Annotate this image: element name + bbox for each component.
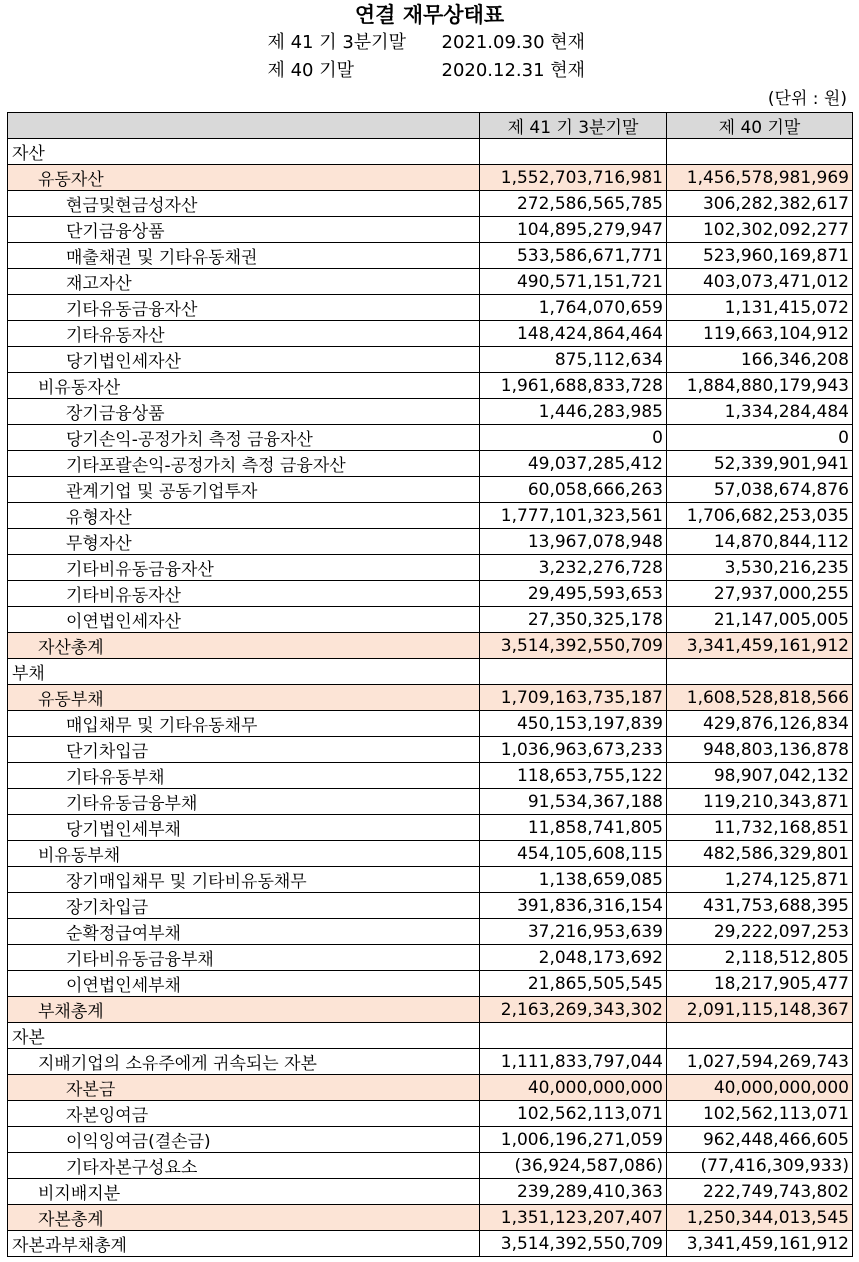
table-body [8,139,853,1257]
current-value: 1,777,101,323,561 [480,503,667,529]
current-value: 29,495,593,653 [480,581,667,607]
prior-value: 2,091,115,148,367 [667,997,853,1023]
table-row [8,191,853,217]
row-label: 부채총계 [8,997,480,1023]
table-row [8,503,853,529]
current-value: 13,967,078,948 [480,529,667,555]
current-value: 1,111,833,797,044 [480,1049,667,1075]
prior-value: 166,346,208 [667,347,853,373]
row-label: 기타유동금융자산 [8,295,480,321]
current-value: 118,653,755,122 [480,763,667,789]
table-row [8,919,853,945]
current-value: 40,000,000,000 [480,1075,667,1101]
row-label: 이연법인세부채 [8,971,480,997]
row-label: 기타유동금융부채 [8,789,480,815]
table-row [8,633,853,659]
current-value: 875,112,634 [480,347,667,373]
table-row [8,815,853,841]
prior-value: (77,416,309,933) [667,1153,853,1179]
current-value: 104,895,279,947 [480,217,667,243]
prior-value: 1,027,594,269,743 [667,1049,853,1075]
statement-title: 연결 재무상태표 [354,3,505,27]
prior-value: 222,749,743,802 [667,1179,853,1205]
current-value: 148,424,864,464 [480,321,667,347]
current-value [480,139,667,165]
current-value: 102,562,113,071 [480,1101,667,1127]
balance-sheet-table [7,112,853,1257]
table-row [8,269,853,295]
row-label: 장기차입금 [8,893,480,919]
period-label: 제 41 기 3분기말 [267,32,406,53]
table-row [8,685,853,711]
prior-value: 119,210,343,871 [667,789,853,815]
table-row [8,399,853,425]
current-value: 239,289,410,363 [480,1179,667,1205]
current-value: 1,138,659,085 [480,867,667,893]
row-label: 당기법인세부채 [8,815,480,841]
table-row [8,347,853,373]
prior-value: 1,131,415,072 [667,295,853,321]
table-row [8,295,853,321]
row-label: 자본잉여금 [8,1101,480,1127]
row-label: 자산 [8,139,480,165]
current-value [480,1023,667,1049]
row-label: 이익잉여금(결손금) [8,1127,480,1153]
prior-value: 948,803,136,878 [667,737,853,763]
current-value: (36,924,587,086) [480,1153,667,1179]
table-row [8,1127,853,1153]
prior-value [667,659,853,685]
period-date: 2020.12.31 현재 [441,60,586,81]
row-label: 기타유동부채 [8,763,480,789]
prior-value: 3,530,216,235 [667,555,853,581]
current-value: 272,586,565,785 [480,191,667,217]
prior-value: 29,222,097,253 [667,919,853,945]
prior-value [667,1023,853,1049]
table-row [8,945,853,971]
period-line-current [0,29,859,57]
current-value: 21,865,505,545 [480,971,667,997]
row-label: 유형자산 [8,503,480,529]
current-value: 37,216,953,639 [480,919,667,945]
row-label: 기타비유동금융부채 [8,945,480,971]
row-label: 자본총계 [8,1205,480,1231]
table-header-row [8,113,853,139]
period-date: 2021.09.30 현재 [441,32,586,53]
row-label: 유동부채 [8,685,480,711]
prior-value: 3,341,459,161,912 [667,1231,853,1257]
table-row [8,321,853,347]
period-line-prior [0,57,859,85]
current-value: 450,153,197,839 [480,711,667,737]
table-row [8,711,853,737]
row-label: 순확정급여부채 [8,919,480,945]
current-value: 49,037,285,412 [480,451,667,477]
row-label: 기타비유동자산 [8,581,480,607]
prior-value: 403,073,471,012 [667,269,853,295]
prior-value: 1,884,880,179,943 [667,373,853,399]
prior-value: 11,732,168,851 [667,815,853,841]
current-value: 2,163,269,343,302 [480,997,667,1023]
current-value: 490,571,151,721 [480,269,667,295]
table-row [8,555,853,581]
row-label: 유동자산 [8,165,480,191]
table-row [8,425,853,451]
current-value: 1,961,688,833,728 [480,373,667,399]
row-label: 당기법인세자산 [8,347,480,373]
prior-value: 21,147,005,005 [667,607,853,633]
table-row [8,1205,853,1231]
row-label: 관계기업 및 공동기업투자 [8,477,480,503]
table-row [8,217,853,243]
row-label: 기타포괄손익-공정가치 측정 금융자산 [8,451,480,477]
current-value [480,659,667,685]
prior-value: 1,334,284,484 [667,399,853,425]
prior-value: 102,562,113,071 [667,1101,853,1127]
table-row [8,789,853,815]
current-value: 27,350,325,178 [480,607,667,633]
row-label: 단기차입금 [8,737,480,763]
table-row [8,737,853,763]
table-row [8,1049,853,1075]
prior-value: 431,753,688,395 [667,893,853,919]
table-row [8,763,853,789]
table-row [8,1179,853,1205]
current-value: 1,709,163,735,187 [480,685,667,711]
row-label: 지배기업의 소유주에게 귀속되는 자본 [8,1049,480,1075]
prior-value: 1,608,528,818,566 [667,685,853,711]
row-label: 장기금융상품 [8,399,480,425]
row-label: 재고자산 [8,269,480,295]
prior-value: 0 [667,425,853,451]
current-value: 391,836,316,154 [480,893,667,919]
table-row [8,971,853,997]
table-row [8,1231,853,1257]
prior-value: 27,937,000,255 [667,581,853,607]
table-row [8,867,853,893]
prior-value [667,139,853,165]
prior-value: 40,000,000,000 [667,1075,853,1101]
table-row [8,893,853,919]
current-value: 454,105,608,115 [480,841,667,867]
current-value: 60,058,666,263 [480,477,667,503]
row-label: 비유동자산 [8,373,480,399]
prior-value: 1,250,344,013,545 [667,1205,853,1231]
row-label: 자본 [8,1023,480,1049]
table-row [8,1101,853,1127]
statement-header [0,0,859,85]
row-label: 단기금융상품 [8,217,480,243]
row-label: 이연법인세자산 [8,607,480,633]
table-row [8,477,853,503]
table-row [8,373,853,399]
row-label: 기타유동자산 [8,321,480,347]
prior-value: 98,907,042,132 [667,763,853,789]
table-row [8,659,853,685]
column-header: 제 41 기 3분기말 [480,113,667,139]
prior-value: 14,870,844,112 [667,529,853,555]
prior-value: 3,341,459,161,912 [667,633,853,659]
prior-value: 962,448,466,605 [667,1127,853,1153]
prior-value: 57,038,674,876 [667,477,853,503]
row-label: 매출채권 및 기타유동채권 [8,243,480,269]
row-label: 현금및현금성자산 [8,191,480,217]
prior-value: 2,118,512,805 [667,945,853,971]
table-row [8,165,853,191]
current-value: 1,351,123,207,407 [480,1205,667,1231]
table-row [8,529,853,555]
current-value: 1,446,283,985 [480,399,667,425]
row-label: 무형자산 [8,529,480,555]
row-label: 장기매입채무 및 기타비유동채무 [8,867,480,893]
current-value: 2,048,173,692 [480,945,667,971]
table-row [8,243,853,269]
prior-value: 482,586,329,801 [667,841,853,867]
row-label: 기타자본구성요소 [8,1153,480,1179]
current-value: 3,514,392,550,709 [480,633,667,659]
current-value: 1,006,196,271,059 [480,1127,667,1153]
current-value: 3,232,276,728 [480,555,667,581]
current-value: 533,586,671,771 [480,243,667,269]
prior-value: 102,302,092,277 [667,217,853,243]
row-label: 비유동부채 [8,841,480,867]
prior-value: 18,217,905,477 [667,971,853,997]
prior-value: 429,876,126,834 [667,711,853,737]
current-value: 0 [480,425,667,451]
current-value: 91,534,367,188 [480,789,667,815]
prior-value: 52,339,901,941 [667,451,853,477]
row-label: 비지배지분 [8,1179,480,1205]
table-row [8,451,853,477]
table-row [8,139,853,165]
row-label: 자본금 [8,1075,480,1101]
period-label: 제 40 기말 [267,60,355,81]
prior-value: 306,282,382,617 [667,191,853,217]
prior-value: 1,456,578,981,969 [667,165,853,191]
row-label: 당기손익-공정가치 측정 금융자산 [8,425,480,451]
table-row [8,581,853,607]
row-label: 자본과부채총계 [8,1231,480,1257]
row-label: 부채 [8,659,480,685]
current-value: 1,036,963,673,233 [480,737,667,763]
prior-value: 523,960,169,871 [667,243,853,269]
table-row [8,1153,853,1179]
unit-label: (단위 : 원) [767,89,847,109]
table-row [8,997,853,1023]
row-label: 기타비유동금융자산 [8,555,480,581]
column-header [8,113,480,139]
current-value: 1,552,703,716,981 [480,165,667,191]
table-row [8,1075,853,1101]
row-label: 자산총계 [8,633,480,659]
table-row [8,841,853,867]
row-label: 매입채무 및 기타유동채무 [8,711,480,737]
current-value: 1,764,070,659 [480,295,667,321]
prior-value: 1,274,125,871 [667,867,853,893]
current-value: 11,858,741,805 [480,815,667,841]
table-row [8,607,853,633]
column-header: 제 40 기말 [667,113,853,139]
table-row [8,1023,853,1049]
current-value: 3,514,392,550,709 [480,1231,667,1257]
prior-value: 119,663,104,912 [667,321,853,347]
prior-value: 1,706,682,253,035 [667,503,853,529]
